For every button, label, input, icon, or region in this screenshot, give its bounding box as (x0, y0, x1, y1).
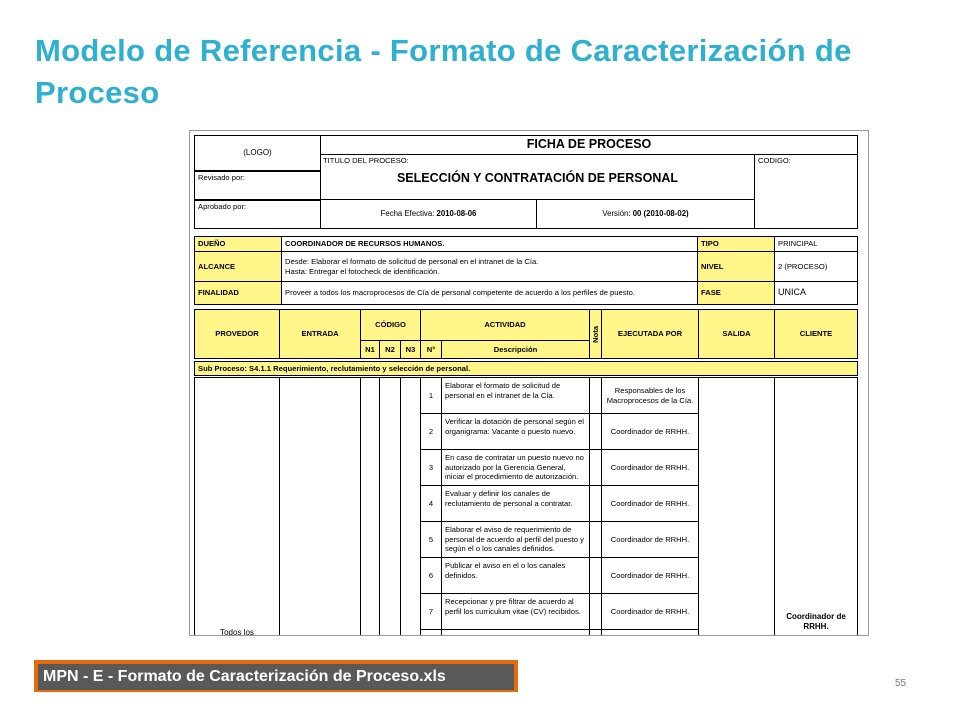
fase-label: FASE (697, 281, 775, 305)
process-title-cell (320, 154, 755, 200)
version-label: Versión: (602, 209, 631, 219)
entrada-column (279, 377, 361, 636)
header-proveedor: PROVEDOR (194, 309, 280, 359)
alcance-line-1: Desde: Elaborar el formato de solicitud de personal en el intranet de la Cía. (285, 257, 539, 266)
salida-column (698, 377, 775, 636)
header-entrada: ENTRADA (279, 309, 361, 359)
activity-executor: Responsables de los Macroprocesos de la Cía. (601, 377, 699, 414)
version-value: 00 (2010-08-02) (632, 209, 689, 219)
header-codigo: CÓDIGO (360, 309, 421, 341)
activity-description-overflow (441, 629, 590, 636)
cliente-value: Coordinador de RRHH. (786, 612, 846, 631)
activity-executor: Coordinador de RRHH. (601, 485, 699, 522)
proveedor-value: Todos los (220, 628, 254, 636)
n3-column (400, 377, 421, 636)
fecha-label: Fecha Efectiva: (380, 209, 435, 219)
n2-column (379, 377, 401, 636)
cliente-column (774, 377, 858, 636)
version-cell (536, 199, 755, 229)
revisado-cell: Revisado por: (194, 171, 321, 200)
activity-number: 7 (420, 593, 442, 630)
proveedor-column (194, 377, 280, 636)
nivel-label: NIVEL (697, 251, 775, 282)
alcance-line-2: Hasta: Entregar el fotocheck de identificación. (285, 266, 440, 276)
header-n1: N1 (360, 340, 380, 359)
activity-executor: Coordinador de RRHH. (601, 593, 699, 630)
header-numero: N° (420, 340, 442, 359)
activity-description: Elaborar el aviso de requerimiento de personal de acuerdo al perfil del puesto y según el o los canales definidos. (441, 521, 590, 558)
activity-number: 4 (420, 485, 442, 522)
slide-title: Modelo de Referencia - Formato de Caracterización de Proceso (35, 33, 852, 110)
process-title-label: TITULO DEL PROCESO: (323, 156, 409, 165)
sheet-heading: FICHA DE PROCESO (320, 135, 858, 155)
activity-executor: Coordinador de RRHH. (601, 413, 699, 450)
activity-executor: Coordinador de RRHH. (601, 557, 699, 594)
header-salida: SALIDA (698, 309, 775, 359)
activity-description: Evaluar y definir los canales de reclutamiento de personal a contratar. (441, 485, 590, 522)
header-ejecutada: EJECUTADA POR (601, 309, 699, 359)
header-descripcion: Descripción (441, 340, 590, 359)
fecha-value: 2010-08-06 (436, 209, 477, 219)
subprocess-bar: Sub Proceso: S4.1.1 Requerimiento, reclutamiento y selección de personal. (194, 361, 858, 376)
activity-executor: Coordinador de RRHH. (601, 449, 699, 486)
alcance-label: ALCANCE (194, 251, 282, 282)
activity-description: Elaborar el formato de solicitud de personal en el intranet de la Cía. (441, 377, 590, 414)
header-cliente: CLIENTE (774, 309, 858, 359)
aprobado-cell: Aprobado por: (194, 200, 321, 229)
activity-description: Recepcionar y pre filtrar de acuerdo al perfil los curriculum vitae (CV) recibidos. (441, 593, 590, 630)
header-n3: N3 (400, 340, 421, 359)
activity-description: Verificar la dotación de personal según el organigrama: Vacante o puesto nuevo. (441, 413, 590, 450)
codigo-cell: CODIGO: (754, 154, 858, 229)
process-sheet (189, 130, 869, 636)
finalidad-value: Proveer a todos los macroprocesos de Cía de personal competente de acuerdo a los perfiles de puesto. (281, 281, 698, 305)
dueno-label: DUEÑO (194, 236, 282, 252)
alcance-value (281, 251, 698, 282)
dueno-value: COORDINADOR DE RECURSOS HUMANOS. (281, 236, 698, 252)
activity-executor-overflow (601, 629, 699, 636)
tipo-value: PRINCIPAL (774, 236, 858, 252)
header-actividad: ACTIVIDAD (420, 309, 590, 341)
fecha-cell (320, 199, 537, 229)
finalidad-label: FINALIDAD (194, 281, 282, 305)
activity-description: Publicar el aviso en el o los canales definidos. (441, 557, 590, 594)
activity-executor: Coordinador de RRHH. (601, 521, 699, 558)
activity-number-overflow (420, 629, 442, 636)
tipo-label: TIPO (697, 236, 775, 252)
activity-number: 3 (420, 449, 442, 486)
n1-column (360, 377, 380, 636)
header-nota-text: Nota (590, 325, 600, 343)
header-n2: N2 (379, 340, 401, 359)
activity-description: En caso de contratar un puesto nuevo no autorizado por la Gerencia General, iniciar el procedimiento de autorización. (441, 449, 590, 486)
activity-number: 6 (420, 557, 442, 594)
footer-file-label: MPN - E - Formato de Caracterización de Proceso.xls (38, 664, 514, 690)
fase-value: UNICA (774, 281, 858, 305)
process-name: SELECCIÓN Y CONTRATACIÓN DE PERSONAL (396, 171, 679, 185)
activity-number: 1 (420, 377, 442, 414)
nivel-value: 2 (PROCESO) (774, 251, 858, 282)
logo-cell: (LOGO) (194, 135, 321, 171)
activity-number: 5 (420, 521, 442, 558)
page-number: 55 (895, 678, 907, 689)
activity-number: 2 (420, 413, 442, 450)
